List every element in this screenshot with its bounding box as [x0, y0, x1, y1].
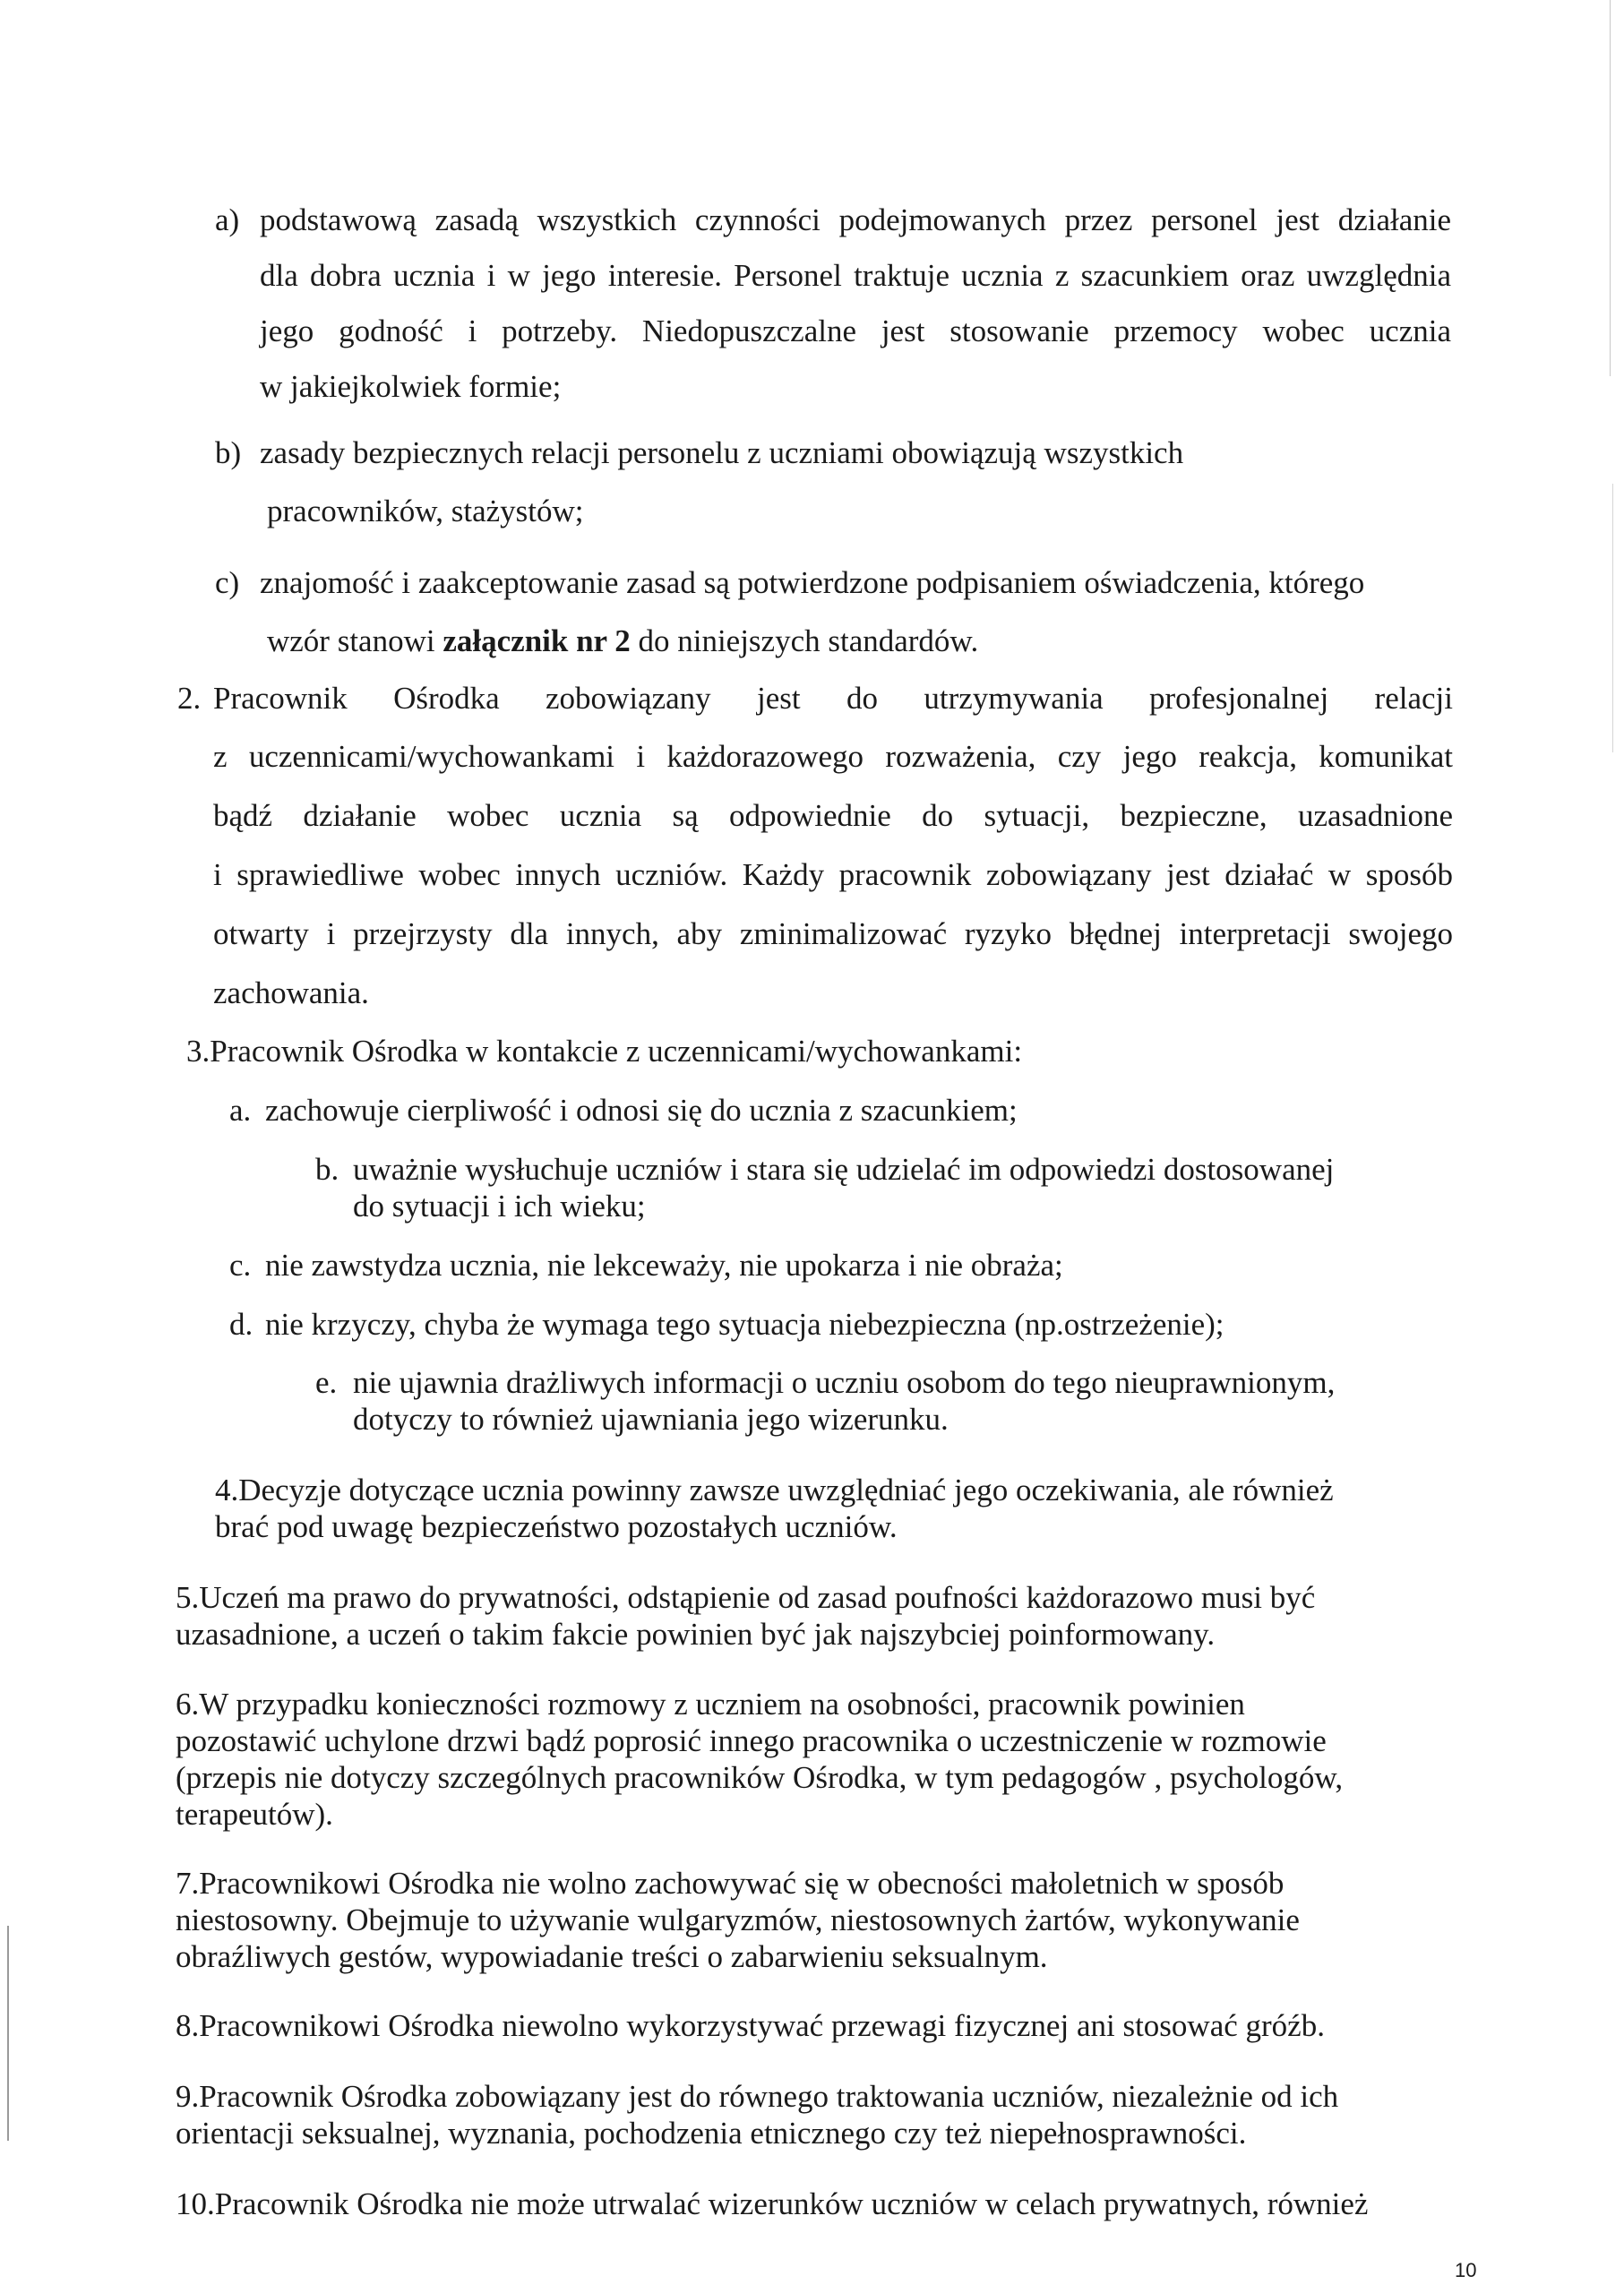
text-line: podstawową zasadą wszystkich czynności podejmowanych przez personel jest działanie [260, 202, 1451, 237]
text-line: obraźliwych gestów, wypowiadanie treści o zabarwieniu seksualnym. [176, 1939, 1048, 1974]
paragraph-7 [176, 1868, 1300, 1972]
text-line: 4.Decyzje dotyczące ucznia powinny zawsze uwzględniać jego oczekiwania, ale również [215, 1473, 1334, 1507]
sub-item-b [315, 1154, 1334, 1222]
text-line: pozostawić uchylone drzwi bądź poprosić innego pracownika o uczestniczenie w rozmowie [176, 1723, 1327, 1758]
text-line: terapeutów). [176, 1797, 333, 1832]
list-item-b [215, 437, 1183, 527]
list-item-c [215, 567, 1364, 657]
scan-edge-mark [1612, 484, 1613, 752]
text-line: zachowania. [213, 975, 369, 1010]
text-line: brać pod uwagę bezpieczeństwo pozostałych uczniów. [215, 1509, 898, 1544]
text-line: otwarty i przejrzysty dla innych, aby zminimalizować ryzyko błędnej interpretacji swojego [213, 916, 1453, 951]
scan-edge-mark [7, 1926, 9, 2141]
text-line: niestosowny. Obejmuje to używanie wulgaryzmów, niestosownych żartów, wykonywanie [176, 1902, 1300, 1937]
text-line: z uczennicami/wychowankami i każdorazowego rozważenia, czy jego reakcja, komunikat [213, 739, 1453, 774]
scan-edge-mark [1610, 0, 1611, 376]
text-line: 8.Pracownikowi Ośrodka niewolno wykorzystywać przewagi fizycznej ani stosować gróźb. [176, 2008, 1325, 2043]
page-number: 10 [1455, 2259, 1477, 2281]
paragraph-4 [215, 1474, 1334, 1542]
text-line: bądź działanie wobec ucznia są odpowiednie do sytuacji, bezpieczne, uzasadnione [213, 798, 1453, 833]
text-line: (przepis nie dotyczy szczególnych pracowników Ośrodka, w tym pedagogów , psychologów, [176, 1760, 1344, 1795]
text-line: i sprawiedliwe wobec innych uczniów. Każdy pracownik zobowiązany jest działać w sposób [213, 857, 1453, 892]
attachment-reference: załącznik nr 2 [443, 623, 631, 658]
text-line: pracowników, stażystów; [267, 494, 584, 528]
text-line: uzasadnione, a uczeń o takim fakcie powinien być jak najszybciej poinformowany. [176, 1617, 1216, 1652]
list-marker: d. [229, 1307, 253, 1342]
text-line: zachowuje cierpliwość i odnosi się do ucznia z szacunkiem; [265, 1093, 1018, 1128]
list-marker: a. [229, 1093, 252, 1128]
text-line: nie krzyczy, chyba że wymaga tego sytuacja niebezpieczna (np.ostrzeżenie); [265, 1307, 1224, 1342]
text-line: nie zawstydza ucznia, nie lekceważy, nie upokarza i nie obraża; [265, 1248, 1063, 1283]
list-marker: 2. [177, 681, 202, 716]
text-line: nie ujawnia drażliwych informacji o uczniu osobom do tego nieuprawnionym, [353, 1365, 1336, 1400]
text-fragment: do niniejszych standardów. [630, 623, 979, 658]
paragraph-10 [176, 2188, 1368, 2220]
list-item-a [215, 204, 1451, 402]
list-marker: c) [215, 565, 240, 600]
text-line: jego godność i potrzeby. Niedopuszczalne jest stosowanie przemocy wobec ucznia [260, 313, 1451, 348]
text-line: znajomość i zaakceptowanie zasad są potwierdzone podpisaniem oświadczenia, którego [260, 565, 1365, 600]
paragraph-9 [176, 2081, 1338, 2149]
text-line: zasady bezpiecznych relacji personelu z uczniami obowiązują wszystkich [260, 435, 1184, 470]
text-line: do sytuacji i ich wieku; [353, 1189, 646, 1224]
text-line: orientacji seksualnej, wyznania, pochodzenia etnicznego czy też niepełnosprawności. [176, 2116, 1247, 2151]
text-fragment: wzór stanowi [267, 623, 443, 658]
list-marker: a) [215, 202, 240, 237]
paragraph-8 [176, 2010, 1325, 2041]
sub-item-a [229, 1095, 1018, 1126]
list-marker: b) [215, 435, 242, 470]
paragraph-6 [176, 1688, 1343, 1830]
text-line [267, 625, 1364, 657]
text-line: 5.Uczeń ma prawo do prywatności, odstąpienie od zasad poufności każdorazowo musi być [176, 1580, 1316, 1615]
text-line: 3.Pracownik Ośrodka w kontakcie z uczennicami/wychowankami: [186, 1034, 1023, 1069]
text-line: uważnie wysłuchuje uczniów i stara się udzielać im odpowiedzi dostosowanej [353, 1152, 1335, 1187]
list-marker: c. [229, 1248, 252, 1283]
list-marker: e. [315, 1365, 338, 1400]
text-line: 7.Pracownikowi Ośrodka nie wolno zachowywać się w obecności małoletnich w sposób [176, 1866, 1285, 1901]
sub-item-e [315, 1367, 1335, 1435]
paragraph-3 [186, 1035, 1022, 1067]
paragraph-5 [176, 1582, 1315, 1650]
sub-item-c [229, 1250, 1063, 1281]
text-line: dla dobra ucznia i w jego interesie. Personel traktuje ucznia z szacunkiem oraz uwzględnia [260, 258, 1451, 293]
text-line: 9.Pracownik Ośrodka zobowiązany jest do równego traktowania uczniów, niezależnie od ich [176, 2079, 1339, 2114]
text-line: 6.W przypadku konieczności rozmowy z uczniem na osobności, pracownik powinien [176, 1687, 1245, 1722]
sub-item-d [229, 1309, 1224, 1340]
text-line: Pracownik Ośrodka zobowiązany jest do utrzymywania profesjonalnej relacji [213, 681, 1453, 716]
text-line: 10.Pracownik Ośrodka nie może utrwalać wizerunków uczniów w celach prywatnych, również [176, 2186, 1369, 2221]
paragraph-2 [177, 683, 1453, 1009]
text-line: w jakiejkolwiek formie; [260, 369, 562, 404]
text-line: dotyczy to również ujawniania jego wizerunku. [353, 1402, 949, 1437]
list-marker: b. [315, 1152, 339, 1187]
